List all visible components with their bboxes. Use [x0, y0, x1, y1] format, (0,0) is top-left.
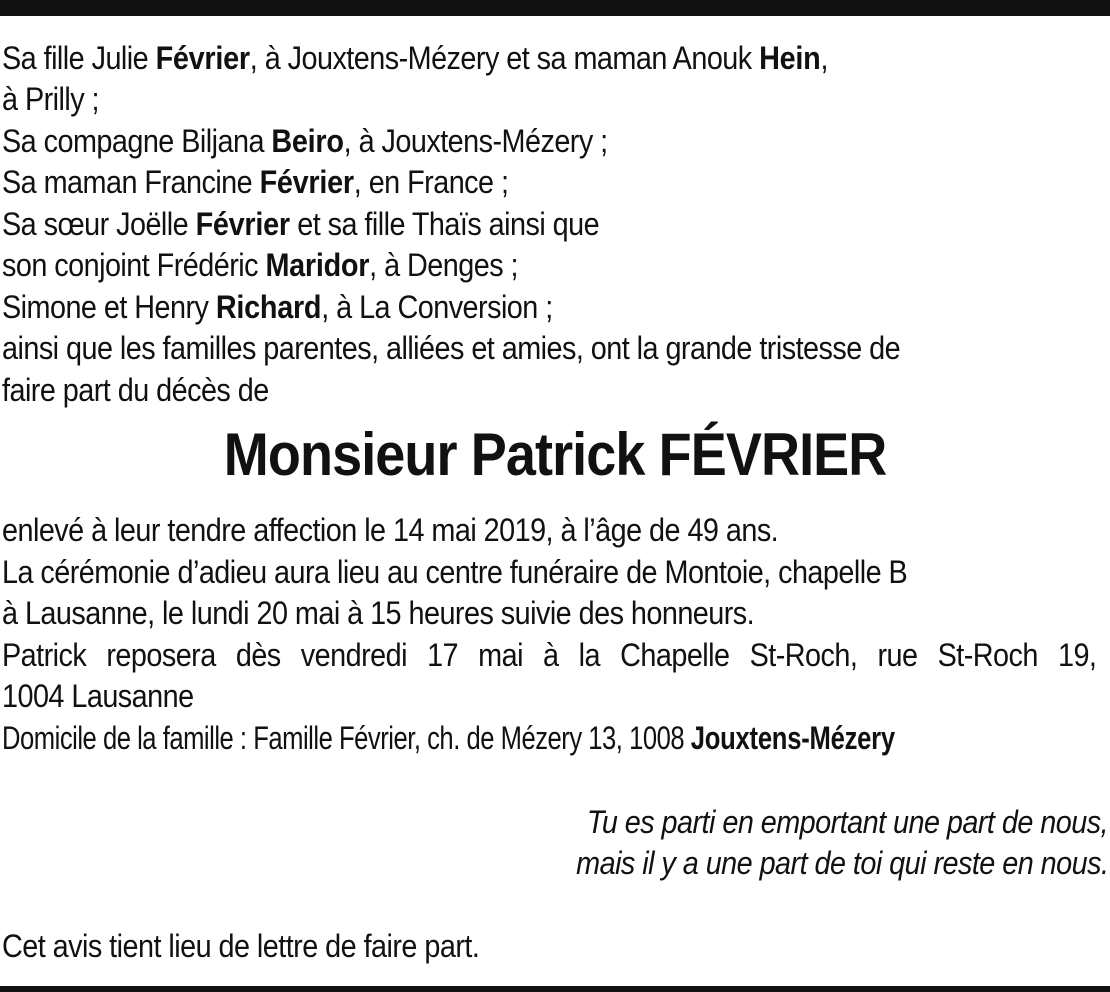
closing-line: Cet avis tient lieu de lettre de faire part. [2, 928, 480, 964]
intro-line: Sa compagne Biljana Beiro, à Jouxtens-Mézery ; [2, 123, 608, 159]
top-rule [0, 0, 1110, 16]
detail-line: 1004 Lausanne [2, 678, 194, 714]
deceased-name: Monsieur Patrick FÉVRIER [223, 421, 887, 488]
detail-line: La cérémonie d’adieu aura lieu au centre funéraire de Montoie, chapelle B [2, 554, 908, 590]
detail-line: à Lausanne, le lundi 20 mai à 15 heures suivie des honneurs. [2, 595, 755, 631]
intro-line: Sa maman Francine Février, en France ; [2, 164, 509, 200]
intro-line: à Prilly ; [2, 81, 100, 117]
intro-line: ainsi que les familles parentes, alliées et amies, ont la grande tristesse de [2, 330, 901, 366]
intro-line: Simone et Henry Richard, à La Conversion ; [2, 289, 553, 325]
bottom-rule [0, 986, 1110, 992]
family-domicile: Domicile de la famille : Famille Février, ch. de Mézery 13, 1008 Jouxtens-Mézery [2, 720, 895, 756]
quote-line: Tu es parti en emportant une part de nous, [586, 804, 1108, 840]
intro-line: Sa sœur Joëlle Février et sa fille Thaïs ainsi que [2, 206, 600, 242]
quote-line: mais il y a une part de toi qui reste en nous. [575, 845, 1108, 881]
intro-line: son conjoint Frédéric Maridor, à Denges ; [2, 247, 519, 283]
detail-line: Patrick reposera dès vendredi 17 mai à la Chapelle St-Roch, rue St-Roch 19, [2, 637, 1097, 673]
intro-line: faire part du décès de [2, 372, 269, 408]
detail-line: enlevé à leur tendre affection le 14 mai 2019, à l’âge de 49 ans. [2, 512, 779, 548]
intro-line: Sa fille Julie Février, à Jouxtens-Mézery et sa maman Anouk Hein, [2, 40, 828, 76]
